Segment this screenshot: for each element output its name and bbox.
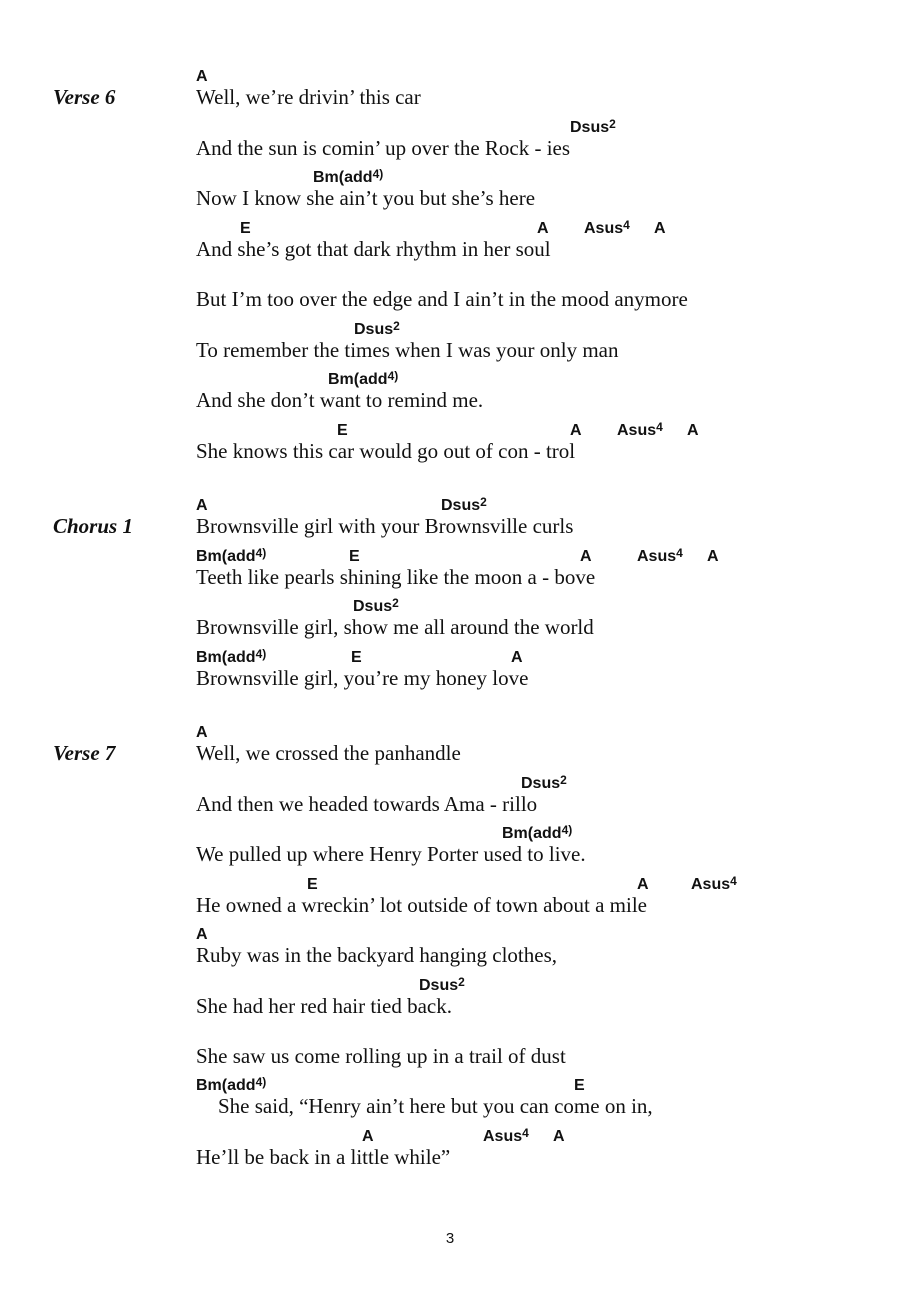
lyric-line: And she don’t want to remind me.	[196, 388, 484, 412]
chord: Dsus$^2$	[521, 773, 567, 792]
chord: Asus$^4$	[691, 874, 737, 893]
lyric-line: Brownsville girl with your Brownsville curls	[196, 514, 574, 538]
lyric-line: And the sun is comin’ up over the Rock - ies	[196, 136, 571, 160]
section-label: Verse 7	[53, 741, 116, 765]
chord: Dsus$^2$	[354, 319, 400, 338]
lyric-line: She had her red hair tied back.	[196, 994, 452, 1018]
chord: E	[351, 649, 362, 666]
chord: Bm(add$^{4)}$	[196, 647, 267, 666]
chord: E	[574, 1077, 585, 1094]
chord: Bm(add$^{4)}$	[502, 823, 573, 842]
lyric-line: Teeth like pearls shining like the moon a - bove	[196, 565, 596, 589]
chord: Bm(add$^{4)}$	[328, 369, 399, 388]
chord: A	[687, 422, 699, 439]
lyric-line: She saw us come rolling up in a trail of dust	[196, 1044, 566, 1068]
chord: Asus$^4$	[584, 218, 630, 237]
chord: Dsus$^2$	[441, 495, 487, 514]
chord: Dsus$^2$	[570, 117, 616, 136]
chord: A	[580, 548, 592, 565]
lyric-line: To remember the times when I was your only man	[196, 338, 619, 362]
lyric-line: She said, “Henry ain’t here but you can come on in,	[218, 1094, 653, 1118]
lyric-line: But I’m too over the edge and I ain’t in the mood anymore	[196, 287, 688, 311]
chord: E	[240, 220, 251, 237]
lyric-line: Well, we’re drivin’ this car	[196, 85, 421, 109]
chord: E	[307, 876, 318, 893]
chord: A	[707, 548, 719, 565]
lyric-line: Brownsville girl, show me all around the world	[196, 615, 594, 639]
chord: Bm(add$^{4)}$	[313, 167, 384, 186]
chord: Asus$^4$	[483, 1126, 529, 1145]
chord: Bm(add$^{4)}$	[196, 546, 267, 565]
chord: A	[570, 422, 582, 439]
section-label: Verse 6	[53, 85, 116, 109]
lyric-line: She knows this car would go out of con - trol	[196, 439, 576, 463]
section-label: Chorus 1	[53, 514, 133, 538]
chord: A	[511, 649, 523, 666]
chord: A	[362, 1128, 374, 1145]
chord: A	[196, 724, 208, 741]
lyric-line: Well, we crossed the panhandle	[196, 741, 461, 765]
chord: A	[637, 876, 649, 893]
lyric-line: He’ll be back in a little while”	[196, 1145, 451, 1169]
chord: Bm(add$^{4)}$	[196, 1075, 267, 1094]
lyric-line: Now I know she ain’t you but she’s here	[196, 186, 536, 210]
chord: A	[196, 926, 208, 943]
chord: Asus$^4$	[617, 420, 663, 439]
chord: E	[337, 422, 348, 439]
chord: A	[196, 497, 208, 514]
chord: E	[349, 548, 360, 565]
lyric-line: And she’s got that dark rhythm in her soul	[196, 237, 551, 261]
lyric-line: He owned a wreckin’ lot outside of town about a mile	[196, 893, 647, 917]
chord: Dsus$^2$	[353, 596, 399, 615]
chord: A	[553, 1128, 565, 1145]
chord: Dsus$^2$	[419, 975, 465, 994]
chord: Asus$^4$	[637, 546, 683, 565]
chord: A	[654, 220, 666, 237]
lyric-line: Ruby was in the backyard hanging clothes,	[196, 943, 557, 967]
chord: A	[537, 220, 549, 237]
lyric-line: We pulled up where Henry Porter used to live.	[196, 842, 586, 866]
lyric-line: And then we headed towards Ama - rillo	[196, 792, 538, 816]
chord: A	[196, 68, 208, 85]
lyric-line: Brownsville girl, you’re my honey love	[196, 666, 529, 690]
page-number: 3	[445, 1230, 455, 1247]
